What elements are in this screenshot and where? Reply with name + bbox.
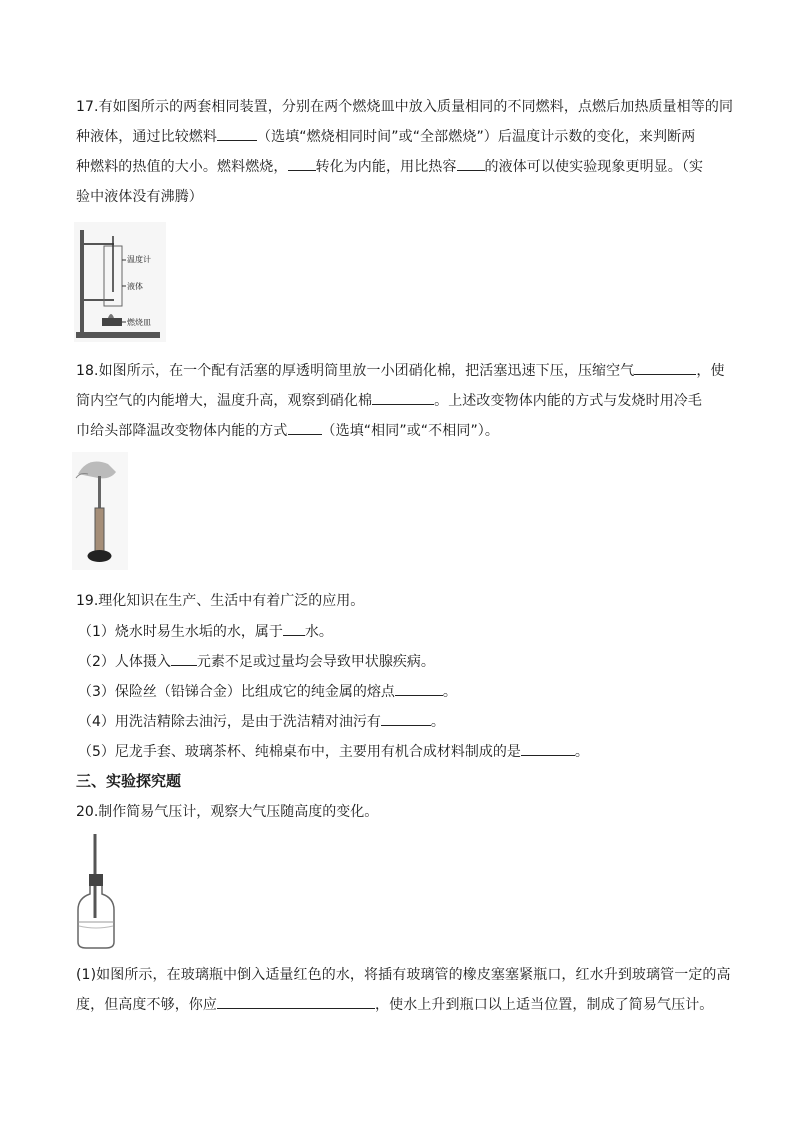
q17-apparatus-figure [74, 222, 166, 342]
q18-blank-2[interactable] [372, 390, 434, 405]
q19-item-5: （5）尼龙手套、玻璃茶杯、纯棉桌布中，主要用有机合成材料制成的是 。 [78, 741, 589, 763]
q19-item-4: （4）用洗洁精除去油污，是由于洗洁精对油污有 。 [78, 711, 445, 733]
q20-intro: 20.制作简易气压计，观察大气压随高度的变化。 [76, 804, 379, 820]
q18-piston-figure [72, 452, 128, 570]
q20-bottle-figure [72, 832, 122, 950]
q17-line-4: 验中液体没有沸腾） [76, 189, 203, 205]
q17-label-liquid: 液体 [127, 282, 143, 291]
q18-line-2: 筒内空气的内能增大，温度升高，观察到硝化棉 。上述改变物体内能的方式与发烧时用冷毛 [76, 386, 728, 416]
q20-line-1: (1)如图所示，在玻璃瓶中倒入适量红色的水，将插有玻璃管的橡皮塞塞紧瓶口，红水升到玻璃管一定的高 [76, 967, 731, 983]
question-18 [76, 356, 728, 446]
q17-label-thermometer: 温度计 [127, 255, 151, 264]
q19-item-1: （1）烧水时易生水垢的水，属于 水。 [78, 621, 333, 643]
section-heading: 三、实验探究题 [76, 772, 182, 790]
q17-blank-3[interactable] [457, 156, 485, 171]
q18-blank-1[interactable] [634, 360, 696, 375]
q19-blank-2[interactable] [171, 651, 197, 666]
q17-label-burner: 燃烧皿 [127, 318, 151, 327]
q18-blank-3[interactable] [288, 420, 322, 435]
q20-paragraph-1 [76, 960, 731, 1020]
q17-line-2: 种液体，通过比较燃料 （选填“燃烧相同时间”或“全部燃烧”）后温度计示数的变化，来判断两 [76, 122, 728, 152]
q19-blank-5[interactable] [521, 741, 575, 756]
q19-blank-3[interactable] [395, 681, 443, 696]
question-17 [76, 92, 734, 212]
q19-blank-4[interactable] [381, 711, 431, 726]
q17-blank-1[interactable] [217, 126, 257, 141]
q17-line-3: 种燃料的热值的大小。燃料燃烧， 转化为内能，用比热容 的液体可以使实验现象更明显。（实 [76, 152, 728, 182]
q17-blank-2[interactable] [288, 156, 316, 171]
q17-line-1: 17.有如图所示的两套相同装置，分别在两个燃烧皿中放入质量相同的不同燃料，点燃后加热质量相等的同 [76, 99, 734, 115]
q19-item-3: （3）保险丝（铅锑合金）比组成它的纯金属的熔点 。 [78, 681, 457, 703]
q18-line-3: 巾给头部降温改变物体内能的方式 （选填“相同”或“不相同”）。 [76, 416, 728, 446]
q20-line-2: 度，但高度不够，你应 ，使水上升到瓶口以上适当位置，制成了简易气压计。 [76, 990, 728, 1020]
q18-line-1: 18.如图所示，在一个配有活塞的厚透明筒里放一小团硝化棉，把活塞迅速下压，压缩空气 ，使 [76, 356, 728, 386]
q19-intro: 19.理化知识在生产、生活中有着广泛的应用。 [76, 593, 365, 609]
q19-blank-1[interactable] [283, 621, 305, 636]
q20-blank-1[interactable] [217, 994, 375, 1009]
q19-item-2: （2）人体摄入 元素不足或过量均会导致甲状腺疾病。 [78, 651, 435, 673]
